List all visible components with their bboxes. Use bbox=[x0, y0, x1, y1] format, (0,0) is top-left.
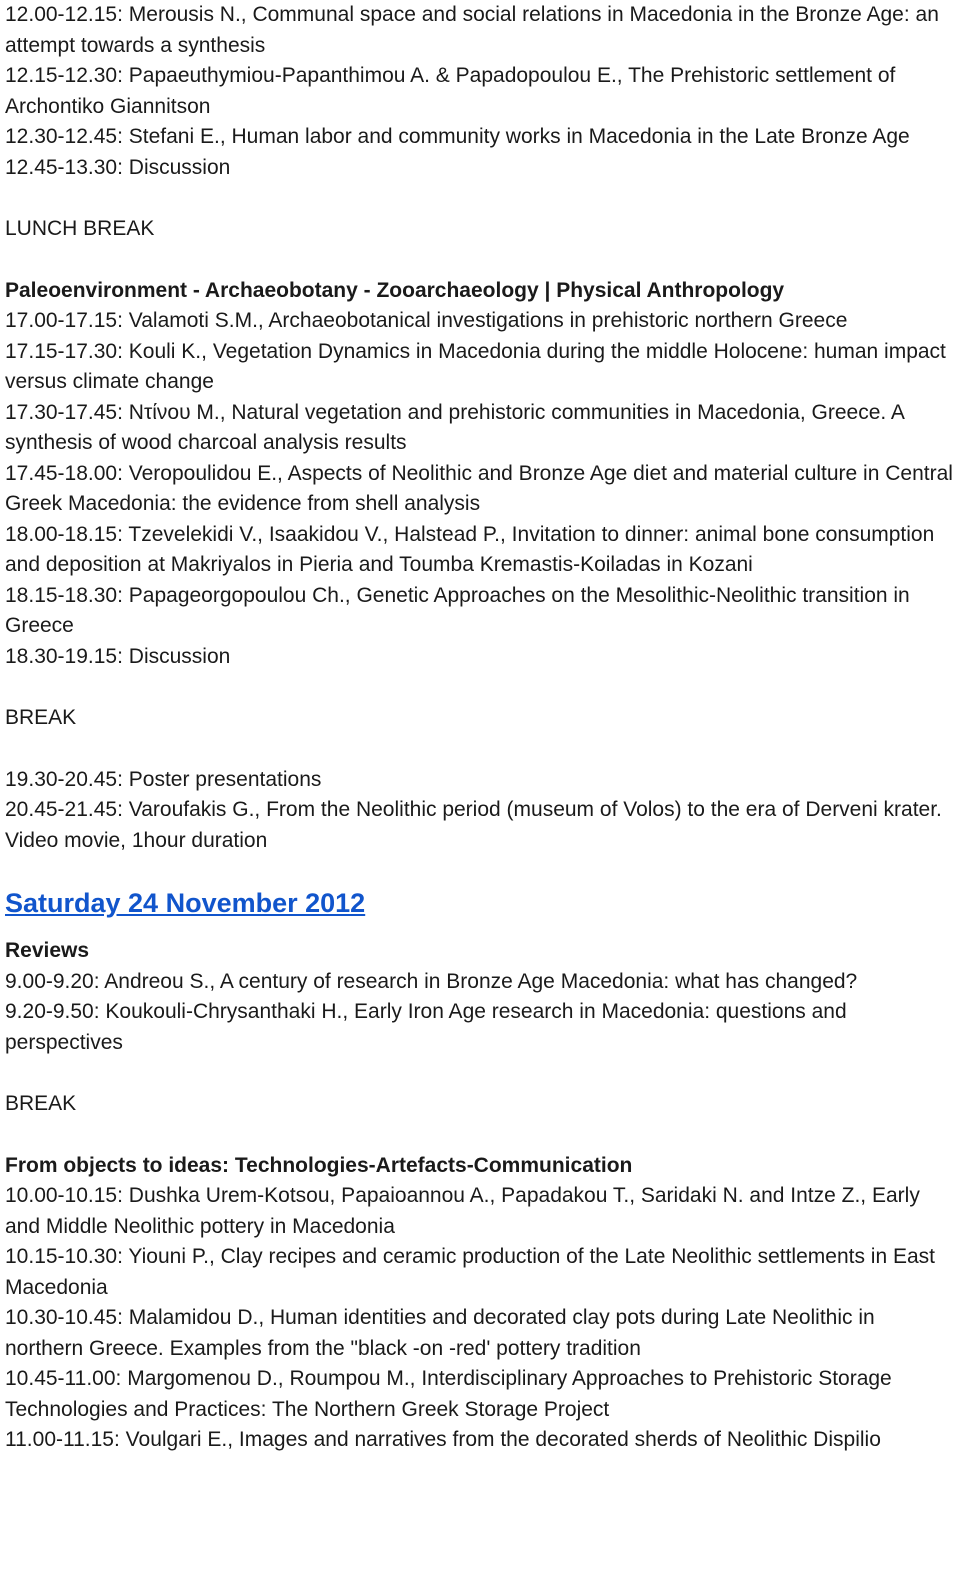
time-slot: 10.00-10.15: bbox=[5, 1184, 123, 1207]
program-item bbox=[5, 1242, 956, 1303]
time-slot: 18.15-18.30: bbox=[5, 583, 123, 607]
item-text: Discussion bbox=[122, 155, 231, 179]
session-block-2 bbox=[5, 306, 956, 672]
section-title-reviews: Reviews bbox=[5, 939, 90, 962]
program-item bbox=[5, 581, 956, 642]
item-text: Merousis N., Communal space and social relations in Macedonia in the Bronze Age: an attempt towards a synthesis bbox=[5, 3, 939, 57]
item-text: Stefani E., Human labor and community works in Macedonia in the Late Bronze Age bbox=[122, 125, 910, 148]
item-text: Dushka Urem-Kotsou, Papaioannou A., Papadakou T., Saridaki N. and Intze Z., Early and Middle Neolithic pottery in Macedonia bbox=[5, 1184, 920, 1238]
item-text: Tzevelekidi V., Isaakidou V., Halstead P., Invitation to dinner: animal bone consumption and deposition at Makriyalos in Pieria and Toumba Kremastis-Koiladas in Kozani bbox=[5, 522, 935, 576]
item-text: Voulgari E., Images and narratives from the decorated sherds of Neolithic Dispilio bbox=[119, 1428, 881, 1451]
item-text: Veropoulidou E., Aspects of Neolithic and Bronze Age diet and material culture in Central Greek Macedonia: the evidence from shell analysis bbox=[5, 461, 953, 515]
time-slot: 10.30-10.45: bbox=[5, 1306, 123, 1329]
time-slot: 18.00-18.15: bbox=[5, 522, 123, 546]
item-text: Papaeuthymiou-Papanthimou A. & Papadopoulou E., The Prehistoric settlement of Archontiko Giannitson bbox=[5, 64, 896, 118]
time-slot: 17.00-17.15: bbox=[5, 309, 123, 332]
session-block-1 bbox=[5, 0, 956, 183]
session-block-4 bbox=[5, 967, 956, 1059]
program-item bbox=[5, 398, 956, 459]
session-block-3 bbox=[5, 765, 956, 857]
program-item bbox=[5, 1303, 956, 1364]
time-slot: 10.15-10.30: bbox=[5, 1245, 123, 1268]
program-item bbox=[5, 337, 956, 398]
time-slot: 10.45-11.00: bbox=[5, 1367, 122, 1390]
section-title-paleoenvironment: Paleoenvironment - Archaeobotany - Zooarchaeology | Physical Anthropology bbox=[5, 278, 785, 302]
program-item bbox=[5, 795, 956, 856]
item-text: Kouli K., Vegetation Dynamics in Macedonia during the middle Holocene: human impact versus climate change bbox=[5, 339, 946, 393]
program-item bbox=[5, 1425, 956, 1456]
item-text: Poster presentations bbox=[122, 767, 322, 791]
time-slot: 12.15-12.30: bbox=[5, 64, 123, 87]
program-item bbox=[5, 459, 956, 520]
time-slot: 11.00-11.15: bbox=[5, 1428, 120, 1451]
item-text: Valamoti S.M., Archaeobotanical investigations in prehistoric northern Greece bbox=[122, 309, 848, 332]
time-slot: 20.45-21.45: bbox=[5, 798, 123, 821]
day-heading-link[interactable]: Saturday 24 November 2012 bbox=[5, 888, 366, 918]
item-text: Koukouli-Chrysanthaki H., Early Iron Age research in Macedonia: questions and perspectives bbox=[5, 1000, 847, 1054]
section-title-objects-to-ideas: From objects to ideas: Technologies-Artefacts-Communication bbox=[5, 1153, 633, 1177]
program-item bbox=[5, 997, 956, 1058]
time-slot: 9.00-9.20: bbox=[5, 969, 100, 993]
program-item bbox=[5, 61, 956, 122]
lunch-break-label: LUNCH BREAK bbox=[5, 217, 155, 240]
time-slot: 12.30-12.45: bbox=[5, 125, 123, 148]
time-slot: 19.30-20.45: bbox=[5, 767, 123, 791]
item-text: Discussion bbox=[122, 644, 231, 668]
time-slot: 17.30-17.45: bbox=[5, 400, 123, 424]
item-text: Malamidou D., Human identities and decorated clay pots during Late Neolithic in northern Greece. Examples from the "black -on -red' pottery tradition bbox=[5, 1306, 875, 1360]
item-text: Papageorgopoulou Ch., Genetic Approaches on the Mesolithic-Neolithic transition in Greece bbox=[5, 583, 910, 637]
program-item bbox=[5, 1181, 956, 1242]
program-item bbox=[5, 642, 956, 673]
time-slot: 17.15-17.30: bbox=[5, 339, 123, 363]
item-text: Margomenou D., Roumpou M., Interdisciplinary Approaches to Prehistoric Storage Technologies and Practices: The Northern Greek Storage Project bbox=[5, 1367, 892, 1421]
session-block-5 bbox=[5, 1181, 956, 1456]
break-label: BREAK bbox=[5, 706, 77, 729]
time-slot: 12.00-12.15: bbox=[5, 3, 123, 26]
time-slot: 9.20-9.50: bbox=[5, 1000, 100, 1023]
program-item bbox=[5, 967, 956, 998]
program-item bbox=[5, 765, 956, 796]
program-item bbox=[5, 153, 956, 184]
item-text: Yiouni P., Clay recipes and ceramic production of the Late Neolithic settlements in East Macedonia bbox=[5, 1245, 935, 1299]
program-item bbox=[5, 1364, 956, 1425]
program-item bbox=[5, 0, 956, 61]
program-item bbox=[5, 306, 956, 337]
time-slot: 12.45-13.30: bbox=[5, 155, 123, 179]
time-slot: 18.30-19.15: bbox=[5, 644, 123, 668]
program-item bbox=[5, 122, 956, 153]
item-text: Ντίνου M., Natural vegetation and prehistoric communities in Macedonia, Greece. A synthesis of wood charcoal analysis results bbox=[5, 400, 904, 454]
break-label: BREAK bbox=[5, 1092, 77, 1115]
time-slot: 17.45-18.00: bbox=[5, 461, 123, 485]
program-item bbox=[5, 520, 956, 581]
item-text: Andreou S., A century of research in Bronze Age Macedonia: what has changed? bbox=[99, 969, 858, 993]
item-text: Varoufakis G., From the Neolithic period (museum of Volos) to the era of Derveni krater. Video movie, 1hour duration bbox=[5, 798, 942, 852]
